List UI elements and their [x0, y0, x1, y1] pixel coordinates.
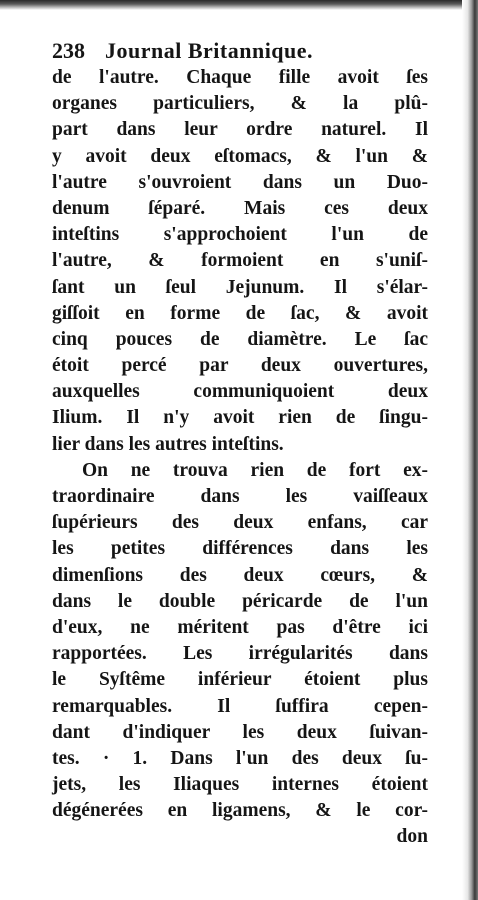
text-line: giſſoit en forme de ſac, & avoit	[52, 302, 428, 324]
text-line: ſupérieurs des deux enfans, car	[52, 512, 428, 534]
text-line: traordinaire dans les vaiſſeaux	[52, 486, 428, 507]
paragraph-2	[52, 458, 428, 825]
text-line: remarquables. Il ſuffira cepen-	[52, 695, 428, 717]
text-line: Ilium. Il n'y avoit rien de ſingu-	[52, 407, 428, 429]
page-header	[52, 36, 428, 65]
text-line: le Syſtême inférieur étoient plus	[52, 669, 428, 691]
book-page	[52, 36, 428, 850]
text-line: de l'autre. Chaque fille avoit ſes	[52, 67, 428, 88]
paragraph-1	[52, 65, 428, 458]
text-line: On ne trouva rien de fort ex-	[82, 459, 428, 481]
text-line: les petites différences dans les	[52, 538, 428, 560]
page-number: 238	[52, 38, 85, 63]
text-line: cinq pouces de diamètre. Le ſac	[52, 328, 428, 350]
text-line: lier dans les autres inteſtins.	[52, 433, 284, 455]
text-line: dant d'indiquer les deux ſuivan-	[52, 721, 428, 743]
text-line: inteſtins s'approchoient l'un de	[52, 224, 428, 246]
text-line: d'eux, ne méritent pas d'être ici	[52, 616, 428, 638]
text-line: jets, les Iliaques internes étoient	[52, 774, 428, 796]
page-gutter-shadow	[462, 0, 478, 900]
text-line: l'autre, & formoient en s'uniſ-	[52, 250, 428, 272]
text-line: auxquelles communiquoient deux	[52, 381, 428, 403]
running-title: Journal Britannique.	[105, 38, 314, 63]
text-line: dimenſions des deux cœurs, &	[52, 564, 428, 586]
catchword: don	[396, 826, 428, 848]
text-line: denum ſéparé. Mais ces deux	[52, 197, 428, 219]
text-line: rapportées. Les irrégularités dans	[52, 643, 428, 665]
text-line: organes particuliers, & la plû-	[52, 93, 428, 115]
text-line: ſant un ſeul Jejunum. Il s'élar-	[52, 276, 428, 298]
page-top-shadow	[0, 0, 478, 10]
text-line: étoit percé par deux ouvertures,	[52, 355, 428, 377]
text-line: dégénerées en ligamens, & le cor-	[52, 800, 428, 822]
text-line: l'autre s'ouvroient dans un Duo-	[52, 171, 428, 193]
text-line: y avoit deux eſtomacs, & l'un &	[52, 145, 428, 167]
text-line: tes. · 1. Dans l'un des deux ſu-	[52, 747, 428, 769]
text-line: part dans leur ordre naturel. Il	[52, 119, 428, 141]
text-line: dans le double péricarde de l'un	[52, 590, 428, 612]
